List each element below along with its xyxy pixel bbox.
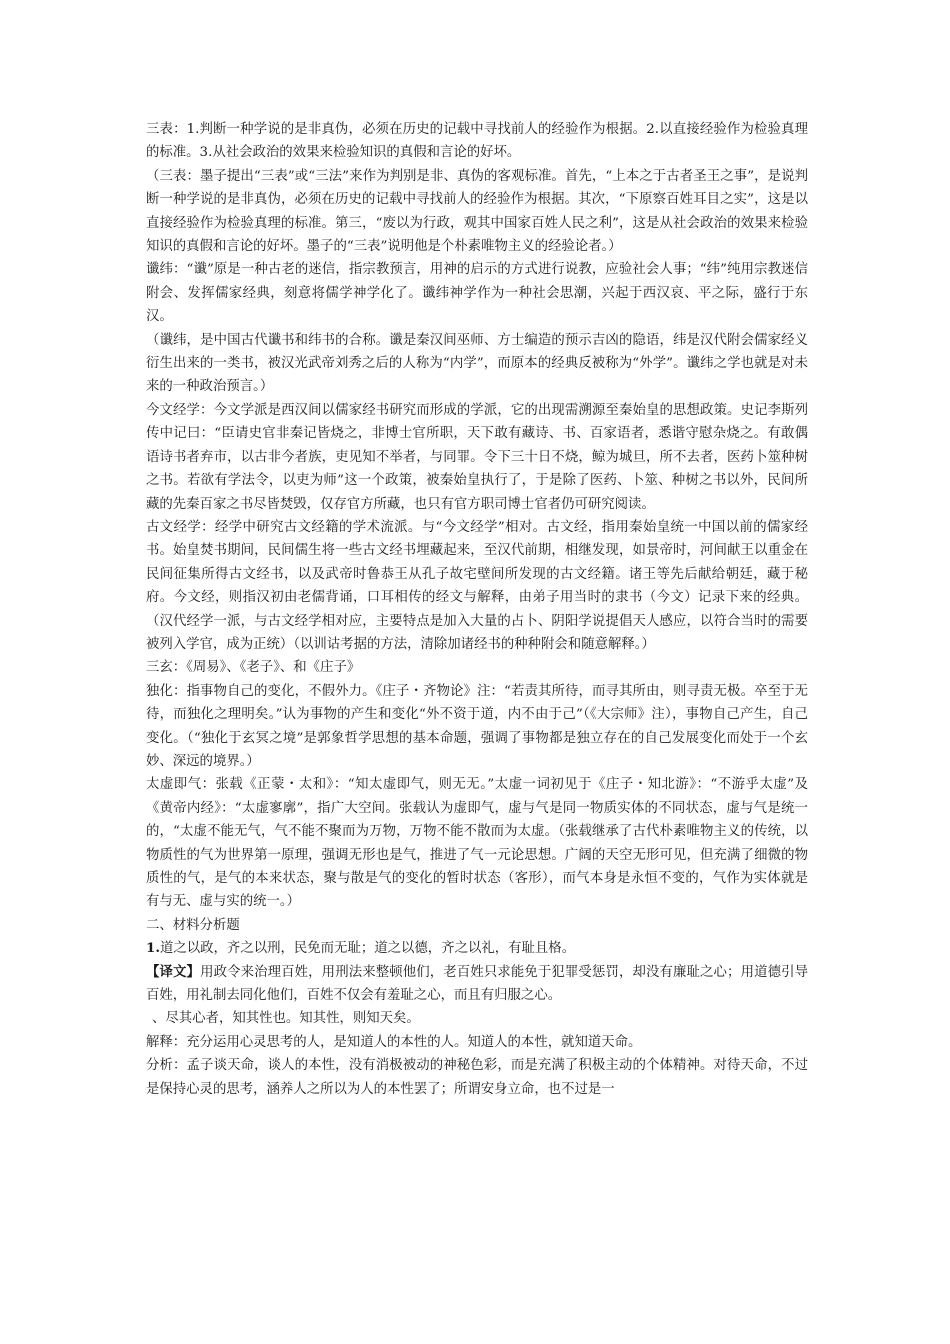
question-item-1 bbox=[146, 937, 808, 960]
question-text: 道之以政，齐之以刑，民免而无耻；道之以德，齐之以礼，有耻且格。 bbox=[159, 941, 576, 957]
paragraph-san-xuan: 三玄：《周易》、《老子》、和《庄子》 bbox=[146, 660, 361, 676]
translation-tag: 【译文】 bbox=[146, 963, 201, 980]
paragraph-san-biao-note: （三表：墨子提出“三表”或“三法”来作为判别是非、真伪的客观标准。首先，“上本之于古者圣王之事”，是说判断一种学说的是非真伪，必须在历史的记载中寻找前人的经验作为根据。其次，“下原察百姓耳目之实”，这是以直接经验作为检验真理的标准。第三，“废以为行政，观其中国家百姓人民之利”，这是从社会政治的效果来检验知识的真假和言论的好坏。墨子的“三表”说明他是个朴素唯物主义的经验论者。） bbox=[146, 168, 808, 255]
translation-text: 用政令来治理百姓，用刑法来整顿他们，老百姓只求能免于犯罪受惩罚，却没有廉耻之心；用道德引导百姓，用礼制去同化他们，百姓不仅会有羞耻之心，而且有归服之心。 bbox=[146, 964, 809, 1004]
paragraph-jin-wen-jing-xue: 今文经学：今文学派是西汉间以儒家经书研究而形成的学派，它的出现需溯源至秦始皇的思想政策。史记李斯列传中记曰：“臣请史官非秦记皆烧之，非博士官所职，天下敢有藏诗、书、百家语者，悉谐守慰杂烧之。有敢偶语诗书者弃市，以古非今者族，吏见知不举者，与同罪。令下三十日不烧，鲸为城旦，所不去者，医药卜筮种树之书。若欲有学法令，以吏为师”这一个政策，被秦始皇执行了，于是除了医药、卜筮、种树之书以外，民间所藏的先秦百家之书尽皆焚毁，仅存官方所藏，也只有官方职司博士官者仍可研究阅读。 bbox=[146, 402, 808, 512]
question-item-2: 、尽其心者，知其性也。知其性，则知天矣。 bbox=[152, 1011, 420, 1027]
document-page bbox=[146, 118, 808, 1101]
section-heading-material-analysis: 二、材料分析题 bbox=[146, 917, 240, 933]
translation-paragraph bbox=[146, 961, 808, 1008]
paragraph-chen-wei-note: （谶纬，是中国古代谶书和纬书的合称。谶是秦汉间巫师、方士编造的预示吉凶的隐语，纬是汉代附会儒家经义衍生出来的一类书，被汉光武帝刘秀之后的人称为“内学”，而原本的经典反被称为“外学”。谶纬之学也就是对未来的一种政治预言。） bbox=[146, 332, 808, 395]
paragraph-gu-wen-jing-xue: 古文经学：经学中研究古文经籍的学术流派。与“今文经学”相对。古文经，指用秦始皇统一中国以前的儒家经书。始皇焚书期间，民间儒生将一些古文经书埋藏起来，至汉代前期，相继发现，如景帝时，河间献王以重金在民间征集所得古文经书，以及武帝时鲁恭王从孔子故宅壁间所发现的古文经籍。诸王等先后献给朝廷，藏于秘府。今文经，则指汉初由老儒背诵，口耳相传的经文与解释，由弟子用当时的隶书（今文）记录下来的经典。（汉代经学一派，与古文经学相对应，主要特点是加入大量的占卜、阴阳学说提倡天人感应，以符合当时的需要被列入学官，成为正统）（以训诂考据的方法，清除加诸经书的种种附会和随意解释。） bbox=[146, 519, 808, 652]
paragraph-chen-wei: 谶纬：“谶”原是一种古老的迷信，指宗教预言，用神的启示的方式进行说教，应验社会人事；“纬”纯用宗教迷信附会、发挥儒家经典，刻意将儒学神学化了。谶纬神学作为一种社会思潮，兴起于西汉哀、平之际，盛行于东汉。 bbox=[146, 262, 808, 325]
analysis-paragraph: 分析：孟子谈天命，谈人的本性，没有消极被动的神秘色彩，而是充满了积极主动的个体精神。对待天命，不过是保持心灵的思考，涵养人之所以为人的本性罢了；所谓安身立命，也不过是一 bbox=[146, 1058, 808, 1097]
paragraph-san-biao: 三表：1.判断一种学说的是非真伪，必须在历史的记载中寻找前人的经验作为根据。2.以直接经验作为检验真理的标准。3.从社会政治的效果来检验知识的真假和言论的好坏。 bbox=[146, 122, 808, 161]
question-number: 1. bbox=[146, 940, 160, 957]
paragraph-tai-xu-ji-qi: 太虚即气：张载《正蒙・太和》：“知太虚即气，则无无。”太虚一词初见于《庄子・知北游》：“不游乎太虚”及《黄帝内经》：“太虚寥廓”，指广大空间。张载认为虚即气，虚与气是同一物质实体的不同状态，虚与气是统一的，“太虚不能无气，气不能不聚而为万物，万物不能不散而为太虚。（张载继承了古代朴素唯物主义的传统，以物质性的气为世界第一原理，强调无形也是气，推进了气一元论思想。广阔的天空无形可见，但充满了细微的物质性的气，是气的本来状态，聚与散是气的变化的暂时状态（客形），而气本身是永恒不变的，气作为实体就是有与无、虚与实的统一。） bbox=[146, 777, 808, 910]
explanation-paragraph: 解释：充分运用心灵思考的人，是知道人的本性的人。知道人的本性，就知道天命。 bbox=[146, 1034, 642, 1050]
paragraph-du-hua: 独化：指事物自己的变化，不假外力。《庄子・齐物论》注：“若责其所待，而寻其所由，则寻责无极。卒至于无待，而独化之理明矣。”认为事物的产生和变化“外不资于道，内不由于己”（《大宗师》注），事物自己产生，自己变化。（“独化于玄冥之境”是郭象哲学思想的基本命题，强调了事物都是独立存在的自己发展变化而处于一个玄妙、深远的境界。） bbox=[146, 683, 808, 769]
